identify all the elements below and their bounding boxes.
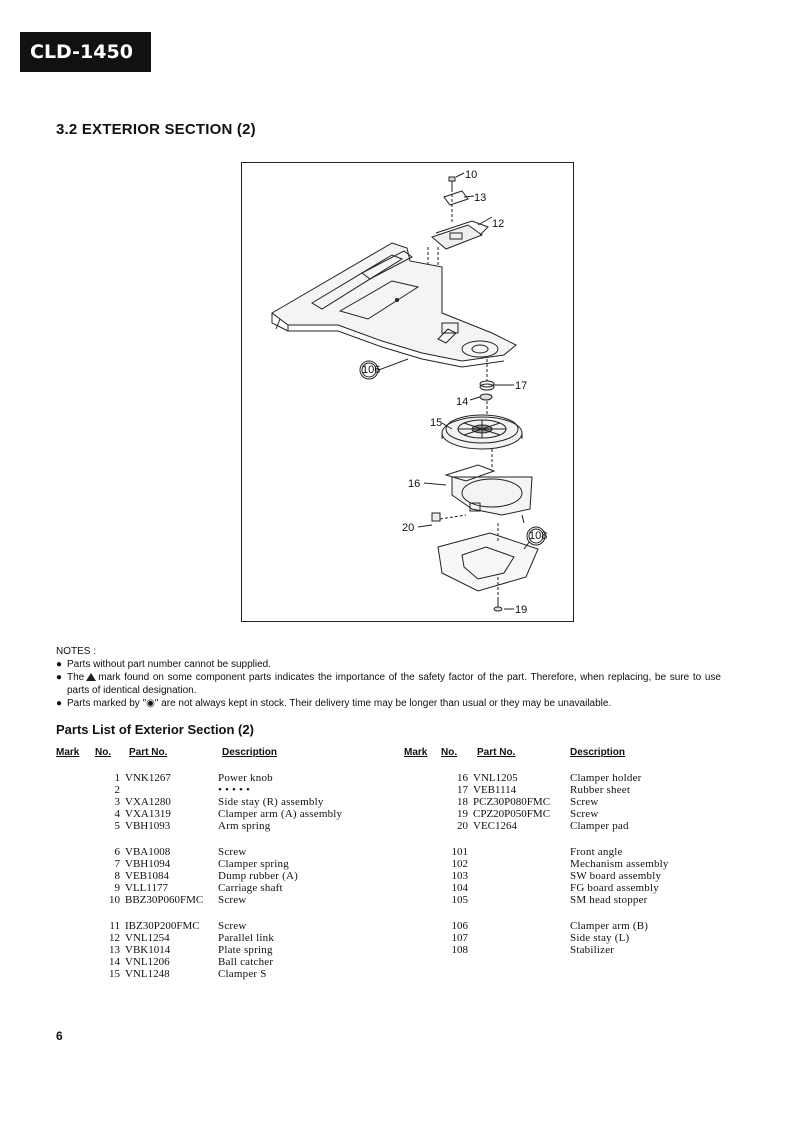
callout-12: 12 <box>492 218 505 230</box>
warning-triangle-icon <box>86 673 96 681</box>
notes <box>56 645 721 710</box>
callout-20: 20 <box>402 522 415 534</box>
screw-19-drawing <box>494 599 514 611</box>
rubber-sheet-17-drawing <box>480 381 514 390</box>
callout-13: 13 <box>474 192 487 204</box>
screw-10-drawing <box>449 173 464 189</box>
ball-catcher-14-drawing <box>470 394 492 400</box>
col-header-desc-left: Description <box>222 747 278 758</box>
section-title: 3.2 EXTERIOR SECTION (2) <box>56 121 256 138</box>
exploded-view-drawing <box>242 163 575 623</box>
col-header-no-right: No. <box>441 747 458 758</box>
note-3: ● Parts marked by "◉" are not always kept in stock. Their delivery time may be longer than usual or they may be unavailable. <box>56 698 612 709</box>
note-2: ● The mark found on some component parts indicates the importance of the safety factor of the part. Therefore, when replacing, be sure to use parts of identical designation. <box>56 672 721 696</box>
bullet-icon: ● <box>56 659 63 670</box>
col-header-no-left: No. <box>95 747 112 758</box>
col-header-mark-right: Mark <box>404 747 428 758</box>
callout-106: 106 <box>362 364 381 376</box>
exploded-view-figure <box>241 162 574 622</box>
callout-19: 19 <box>515 604 528 616</box>
plate-spring-13-drawing <box>444 191 474 205</box>
col-header-desc-right: Description <box>570 747 626 758</box>
callout-17: 17 <box>515 380 528 392</box>
callout-15: 15 <box>430 417 443 429</box>
stabilizer-108-drawing <box>438 533 538 591</box>
parallel-link-12-drawing <box>432 217 492 249</box>
bullet-icon: ● <box>56 698 63 709</box>
callout-108: 108 <box>529 530 548 542</box>
bullet-icon: ● <box>56 672 63 683</box>
callout-10: 10 <box>465 169 478 181</box>
callout-16: 16 <box>408 478 421 490</box>
clamper-holder-16-drawing <box>424 465 532 515</box>
col-header-partno-left: Part No. <box>129 747 168 758</box>
clamper-pad-20-drawing <box>418 513 466 527</box>
callout-14: 14 <box>456 396 469 408</box>
parts-list-title: Parts List of Exterior Section (2) <box>56 722 254 737</box>
notes-heading: NOTES : <box>56 646 97 657</box>
model-badge: CLD-1450 <box>20 32 151 72</box>
note-1: ● Parts without part number cannot be supplied. <box>56 659 272 670</box>
chassis-drawing <box>272 243 516 367</box>
col-header-partno-right: Part No. <box>477 747 516 758</box>
clamper-15-drawing <box>442 415 522 449</box>
page-number: 6 <box>56 1029 63 1043</box>
col-header-mark-left: Mark <box>56 747 80 758</box>
